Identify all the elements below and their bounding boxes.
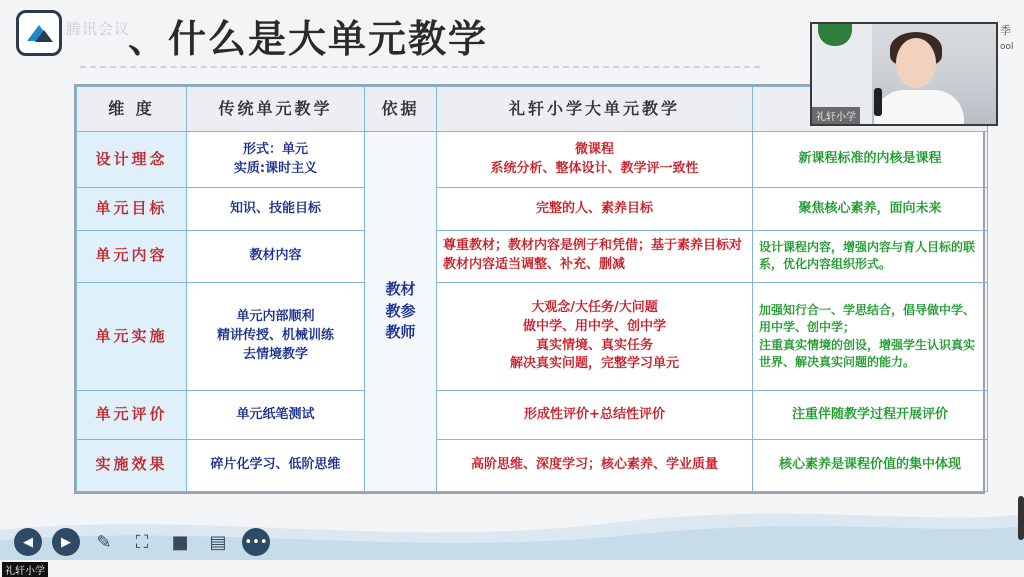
row-traditional: 单元内部顺利 精讲传授、机械训练 去情境教学 (187, 282, 365, 391)
header-lixuan: 礼轩小学大单元教学 (437, 87, 753, 132)
row-lixuan: 形成性评价+总结性评价 (437, 391, 753, 439)
row-trend: 核心素养是课程价值的集中体现 (753, 439, 988, 491)
more-icon[interactable]: ••• (242, 528, 270, 556)
webcam-label: 礼轩小学 (812, 107, 860, 124)
chat-icon[interactable]: ▤ (209, 531, 227, 553)
camera-icon[interactable]: ■ (171, 531, 189, 553)
table-row (77, 230, 988, 282)
table-row (77, 439, 988, 491)
pen-icon[interactable]: ✎ (96, 531, 112, 553)
comparison-table (74, 84, 985, 494)
title-divider (80, 66, 760, 68)
table-row (77, 282, 988, 391)
presentation-toolbar (14, 528, 270, 556)
row-lixuan: 大观念/大任务/大问题 做中学、用中学、创中学 真实情境、真实任务 解决真实问题，完整学习单元 (437, 282, 753, 391)
row-lixuan: 完整的人、素养目标 (437, 188, 753, 230)
logo-mountain-shape-small (35, 30, 53, 42)
row-lixuan: 尊重教材；教材内容是例子和凭借；基于素养目标对教材内容适当调整、补充、删减 (437, 230, 753, 282)
header-basis: 依据 (365, 87, 437, 132)
row-traditional: 教材内容 (187, 230, 365, 282)
tencent-meeting-logo (16, 10, 62, 56)
row-dimension: 单元内容 (77, 230, 187, 282)
row-trend: 新课程标准的内核是课程 (753, 132, 988, 188)
header-dimension: 维 度 (77, 87, 187, 132)
prev-icon[interactable]: ◀ (14, 528, 42, 556)
row-lixuan: 微课程 系统分析、整体设计、教学评一致性 (437, 132, 753, 188)
app-name: 腾讯会议 (66, 20, 131, 38)
basis-cell: 教材 教参 教师 (365, 132, 437, 492)
row-trend: 加强知行合一、学思结合，倡导做中学、用中学、创中学； 注重真实情境的创设，增强学生认识真实世界、解决真实问题的能力。 (753, 282, 988, 391)
webcam-video[interactable] (810, 22, 998, 126)
row-traditional: 碎片化学习、低阶思维 (187, 439, 365, 491)
edge-text-small: ool (1000, 42, 1014, 52)
participant-label: 礼轩小学 (2, 562, 48, 577)
row-dimension: 单元评价 (77, 391, 187, 439)
row-dimension: 实施效果 (77, 439, 187, 491)
row-dimension: 设计理念 (77, 132, 187, 188)
row-dimension: 单元目标 (77, 188, 187, 230)
row-traditional: 形式：单元 实质:课时主义 (187, 132, 365, 188)
presenter-body (874, 90, 964, 126)
row-trend: 注重伴随教学过程开展评价 (753, 391, 988, 439)
header-traditional: 传统单元教学 (187, 87, 365, 132)
screenshot-icon[interactable]: ⛶ (135, 531, 149, 553)
slide-title: 、什么是大单元教学 (128, 17, 489, 61)
row-trend: 聚焦核心素养，面向未来 (753, 188, 988, 230)
row-traditional: 单元纸笔测试 (187, 391, 365, 439)
table-row (77, 188, 988, 230)
row-trend: 设计课程内容，增强内容与育人目标的联系，优化内容组织形式。 (753, 230, 988, 282)
presenter-face (896, 38, 936, 88)
play-icon[interactable]: ▶ (52, 528, 80, 556)
table-row (77, 132, 988, 188)
row-lixuan: 高阶思维、深度学习；核心素养、学业质量 (437, 439, 753, 491)
scrollbar-handle[interactable] (1018, 496, 1024, 540)
table-row (77, 391, 988, 439)
row-dimension: 单元实施 (77, 282, 187, 391)
edge-text: 季 (1000, 24, 1011, 37)
row-traditional: 知识、技能目标 (187, 188, 365, 230)
microphone (874, 88, 882, 116)
